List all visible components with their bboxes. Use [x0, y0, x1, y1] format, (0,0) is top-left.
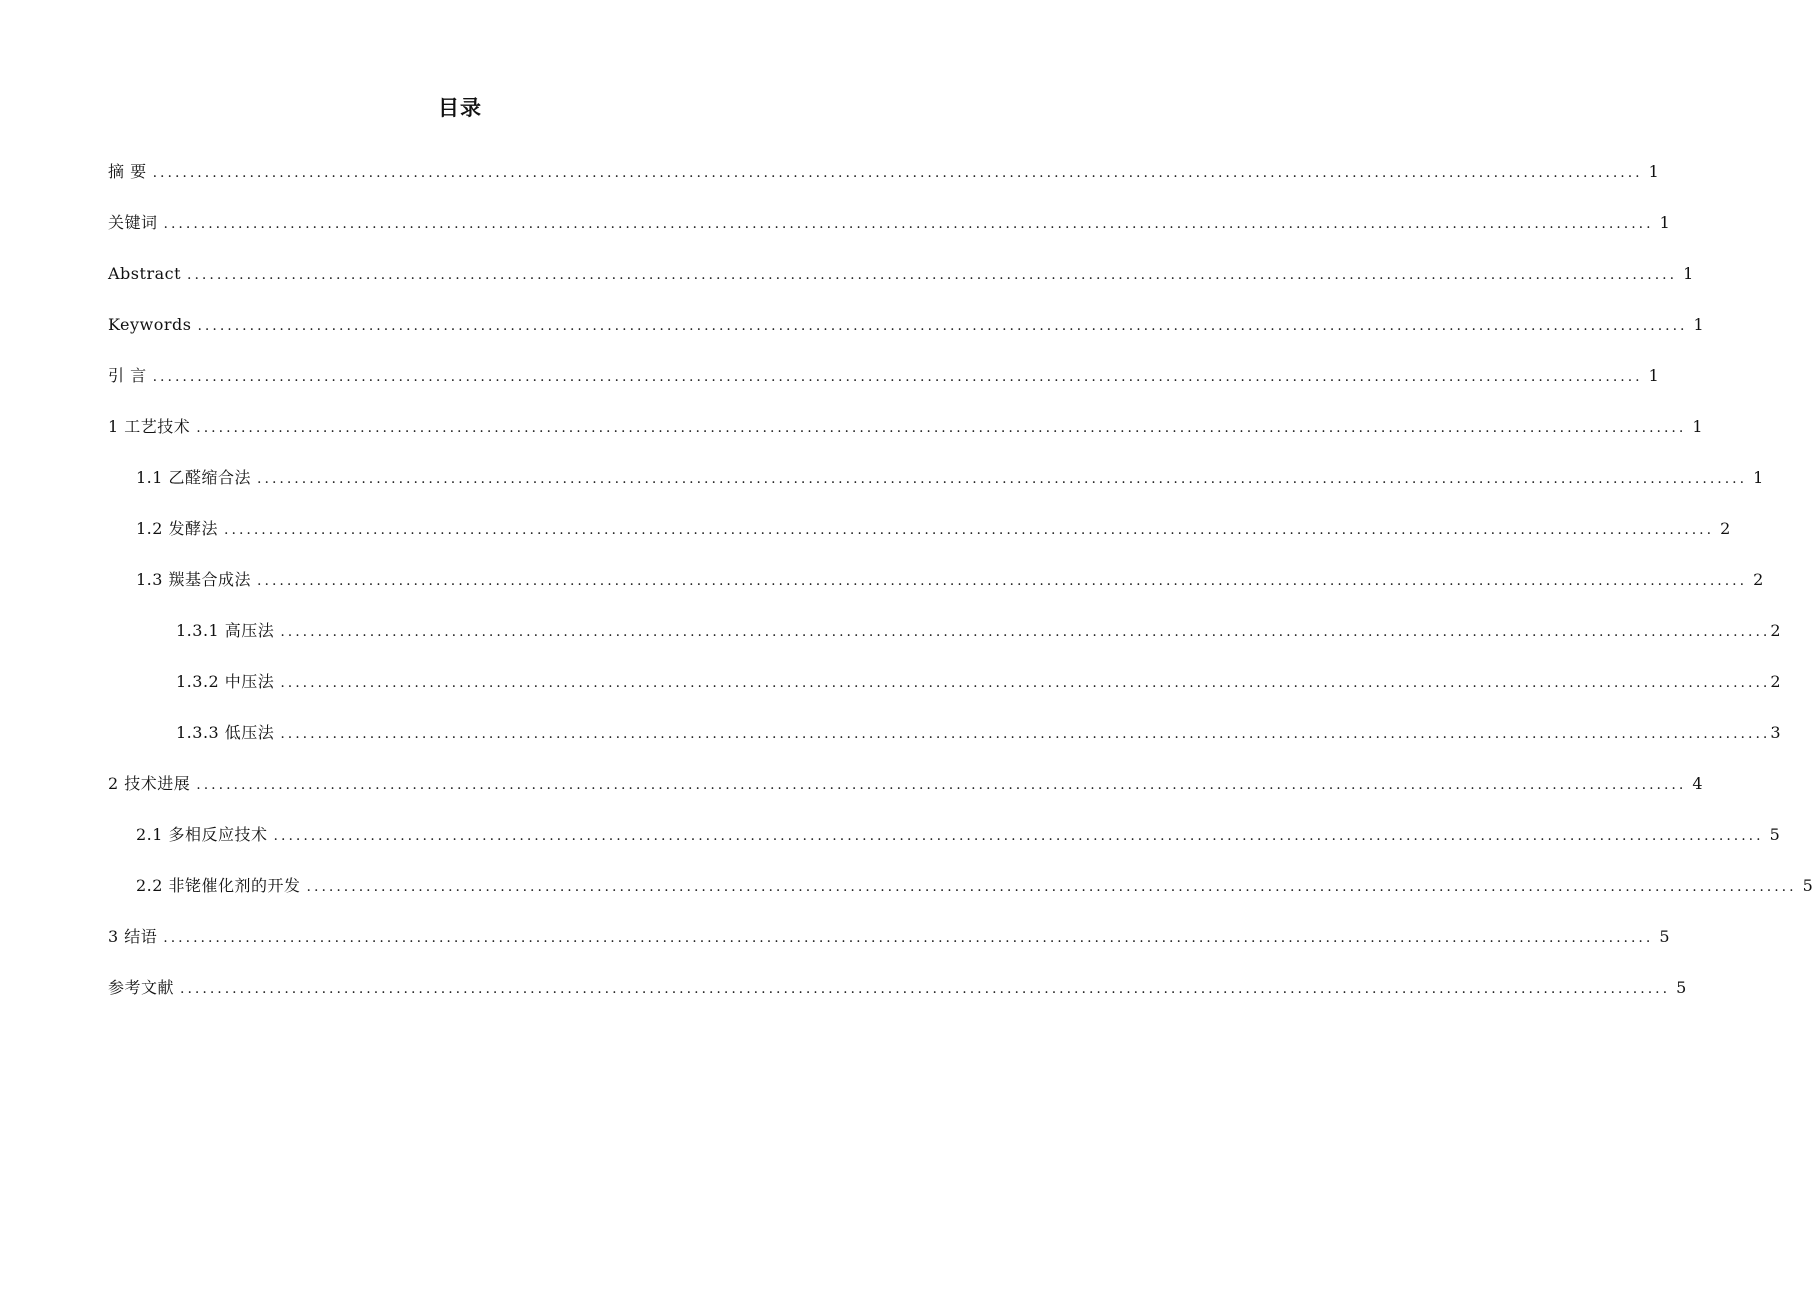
table-of-contents	[108, 157, 1813, 1024]
toc-entry-section-1-1[interactable]	[108, 463, 1764, 514]
toc-entry-section-1-3-1[interactable]	[108, 616, 1781, 667]
toc-entry-section-1-2[interactable]	[108, 514, 1731, 565]
toc-entry-abstract-cn[interactable]	[108, 157, 1659, 208]
toc-entry-section-1-3[interactable]	[108, 565, 1764, 616]
toc-dot-leader: ........................................................................................................................................................................................................	[152, 369, 1643, 385]
toc-dot-leader: ........................................................................................................................................................................................................	[280, 726, 1771, 742]
toc-page-number: 5	[1802, 876, 1813, 895]
toc-entry-label: 参考文献	[108, 978, 175, 997]
toc-page-number: 2	[1770, 621, 1781, 640]
toc-entry-label: 1 工艺技术	[108, 417, 191, 436]
toc-entry-label: 引 言	[108, 366, 147, 385]
toc-page-number: 1	[1753, 468, 1764, 487]
toc-page-number: 2	[1770, 672, 1781, 691]
toc-entry-section-2-1[interactable]	[108, 820, 1780, 871]
toc-page-number: 2	[1753, 570, 1764, 589]
toc-dot-leader: ........................................................................................................................................................................................................	[224, 522, 1715, 538]
toc-page-number: 5	[1769, 825, 1780, 844]
toc-entry-keywords-en[interactable]	[108, 310, 1704, 361]
toc-entry-label: 摘 要	[108, 162, 147, 181]
toc-dot-leader: ........................................................................................................................................................................................................	[152, 165, 1643, 181]
toc-entry-introduction[interactable]	[108, 361, 1659, 412]
toc-entry-label: 3 结语	[108, 927, 158, 946]
toc-entry-label: Keywords	[108, 315, 192, 334]
toc-entry-section-1-3-2[interactable]	[108, 667, 1781, 718]
toc-page-number: 1	[1692, 417, 1703, 436]
toc-page-number: 1	[1683, 264, 1694, 283]
toc-entry-label: 1.2 发酵法	[136, 519, 219, 538]
toc-page-number: 1	[1648, 366, 1659, 385]
toc-page-number: 2	[1720, 519, 1731, 538]
toc-entry-section-1-3-3[interactable]	[108, 718, 1781, 769]
toc-dot-leader: ........................................................................................................................................................................................................	[273, 828, 1764, 844]
toc-page-number: 5	[1659, 927, 1670, 946]
toc-page-number: 1	[1659, 213, 1670, 232]
toc-page-number: 1	[1648, 162, 1659, 181]
toc-dot-leader: ........................................................................................................................................................................................................	[197, 318, 1688, 334]
toc-dot-leader: ........................................................................................................................................................................................................	[280, 624, 1771, 640]
toc-page-number: 5	[1676, 978, 1687, 997]
toc-entry-label: Abstract	[108, 264, 182, 283]
toc-entry-label: 关键词	[108, 213, 158, 232]
toc-dot-leader: ........................................................................................................................................................................................................	[280, 675, 1771, 691]
toc-entry-section-3[interactable]	[108, 922, 1670, 973]
toc-dot-leader: ........................................................................................................................................................................................................	[257, 471, 1748, 487]
toc-entry-keywords-cn[interactable]	[108, 208, 1670, 259]
toc-entry-section-1[interactable]	[108, 412, 1703, 463]
toc-dot-leader: ........................................................................................................................................................................................................	[163, 930, 1654, 946]
toc-page-number: 1	[1693, 315, 1704, 334]
toc-entry-label: 2 技术进展	[108, 774, 191, 793]
toc-entry-abstract-en[interactable]	[108, 259, 1694, 310]
toc-dot-leader: ........................................................................................................................................................................................................	[257, 573, 1748, 589]
toc-dot-leader: ........................................................................................................................................................................................................	[196, 777, 1687, 793]
toc-entry-label: 2.1 多相反应技术	[136, 825, 268, 844]
toc-dot-leader: ........................................................................................................................................................................................................	[163, 216, 1654, 232]
toc-entry-label: 1.1 乙醛缩合法	[136, 468, 252, 487]
toc-entry-references[interactable]	[108, 973, 1687, 1024]
toc-entry-section-2[interactable]	[108, 769, 1703, 820]
toc-page-number: 3	[1770, 723, 1781, 742]
toc-entry-label: 1.3 羰基合成法	[136, 570, 252, 589]
toc-entry-label: 1.3.2 中压法	[176, 672, 275, 691]
toc-entry-section-2-2[interactable]	[108, 871, 1813, 922]
toc-entry-label: 1.3.1 高压法	[176, 621, 275, 640]
toc-entry-label: 1.3.3 低压法	[176, 723, 275, 742]
page-title: 目录	[438, 96, 482, 120]
toc-dot-leader: ........................................................................................................................................................................................................	[306, 879, 1797, 895]
toc-dot-leader: ........................................................................................................................................................................................................	[187, 267, 1678, 283]
toc-dot-leader: ........................................................................................................................................................................................................	[196, 420, 1687, 436]
toc-entry-label: 2.2 非铑催化剂的开发	[136, 876, 301, 895]
toc-dot-leader: ........................................................................................................................................................................................................	[180, 981, 1671, 997]
toc-page-number: 4	[1692, 774, 1703, 793]
